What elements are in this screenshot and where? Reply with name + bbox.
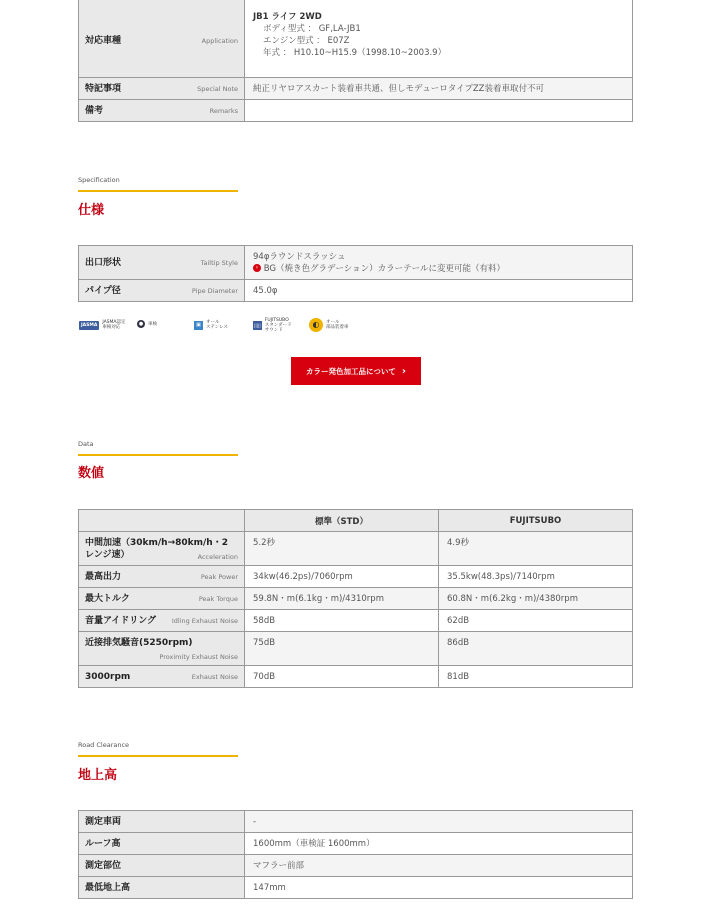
parts-logo: ◐ オール 部品装着車 [309,318,349,332]
table-row: 近接排気騒音(5250rpm) Proximity Exhaust Noise 75dB 86dB [79,632,633,666]
tailtip-value: 94φラウンドスラッシュ › BG（焼き色グラデーション）カラーテールに変更可能（有料） [245,246,633,280]
section-label-en: Road Clearance [78,741,130,749]
data-table [78,509,633,688]
row-label: 測定車両 [79,811,245,833]
color-info-button[interactable]: カラー発色加工品について › [291,357,421,385]
road-clearance-table [78,810,633,899]
chevron-right-icon: › [401,365,406,377]
row-label: 特記事項 Special Note [79,78,245,100]
table-row: 最低地上高 147mm [79,877,633,899]
table-row: 測定部位 マフラー前部 [79,855,633,877]
pipe-diameter-value: 45.0φ [245,280,633,302]
table-row [79,0,633,78]
section-underline [78,454,238,456]
table-row: 3000rpm Exhaust Noise 70dB 81dB [79,666,633,688]
section-title: 仕様 [78,203,105,218]
row-label: 3000rpm Exhaust Noise [79,666,245,688]
section-label-en: Specification [78,176,120,184]
row-label: 備考 Remarks [79,100,245,122]
section-title: 数値 [78,466,105,481]
arrow-circle-icon: › [253,264,261,272]
row-label: 最大トルク Peak Torque [79,588,245,610]
table-row: 中間加速（30km/h→80km/h・2レンジ速） Acceleration 5.2秒 4.9秒 [79,532,633,566]
section-label-en: Data [78,440,94,448]
spec-table [78,245,633,302]
table-row: 測定車両 - [79,811,633,833]
table-row [79,246,633,280]
stainless-logo: ▣ オール ステンレス [194,320,228,330]
application-value: JB1 ライフ 2WD ボディ型式 ： GF,LA-JB1 エンジン型式 ： E07Z 年式 ： H10.10~H15.9（1998.10~2003.9） [245,0,633,78]
table-header-row: 標準（STD） FUJITSUBO [79,510,633,532]
table-row: 最高出力 Peak Power 34kw(46.2ps)/7060rpm 35.5kw(48.3ps)/7140rpm [79,566,633,588]
row-label: 中間加速（30km/h→80km/h・2レンジ速） Acceleration [79,532,245,566]
row-label: ルーフ高 [79,833,245,855]
jasma-logo: JASMA JASMA認定 車検対応 [81,320,126,330]
special-note-value: 純正リヤロアスカート装着車共通、但しモデューロタイプZZ装着車取付不可 [245,78,633,100]
section-underline [78,190,238,192]
table-row: 音量アイドリング Idling Exhaust Noise 58dB 62dB [79,610,633,632]
section-title: 地上高 [78,768,118,783]
application-table [78,0,633,122]
section-underline [78,755,238,757]
table-row [79,100,633,122]
row-label: 最低地上高 [79,877,245,899]
table-row [79,280,633,302]
table-row: ルーフ高 1600mm（車検証 1600mm） [79,833,633,855]
row-label: 音量アイドリング Idling Exhaust Noise [79,610,245,632]
row-label: 出口形状 Tailtip Style [79,246,245,280]
table-row: 最大トルク Peak Torque 59.8N・m(6.1kg・m)/4310rpm 60.8N・m(6.2kg・m)/4380rpm [79,588,633,610]
row-label: 最高出力 Peak Power [79,566,245,588]
remarks-value [245,100,633,122]
row-label: 測定部位 [79,855,245,877]
table-row [79,78,633,100]
inspection-logo: ● 車検 [138,321,157,327]
row-label: 対応車種 Application [79,0,245,78]
row-label: 近接排気騒音(5250rpm) Proximity Exhaust Noise [79,632,245,666]
fujitsubo-sound-logo: ||||| FUJITSUBO スタンダード サウンド [254,318,292,333]
row-label: パイプ径 Pipe Diameter [79,280,245,302]
